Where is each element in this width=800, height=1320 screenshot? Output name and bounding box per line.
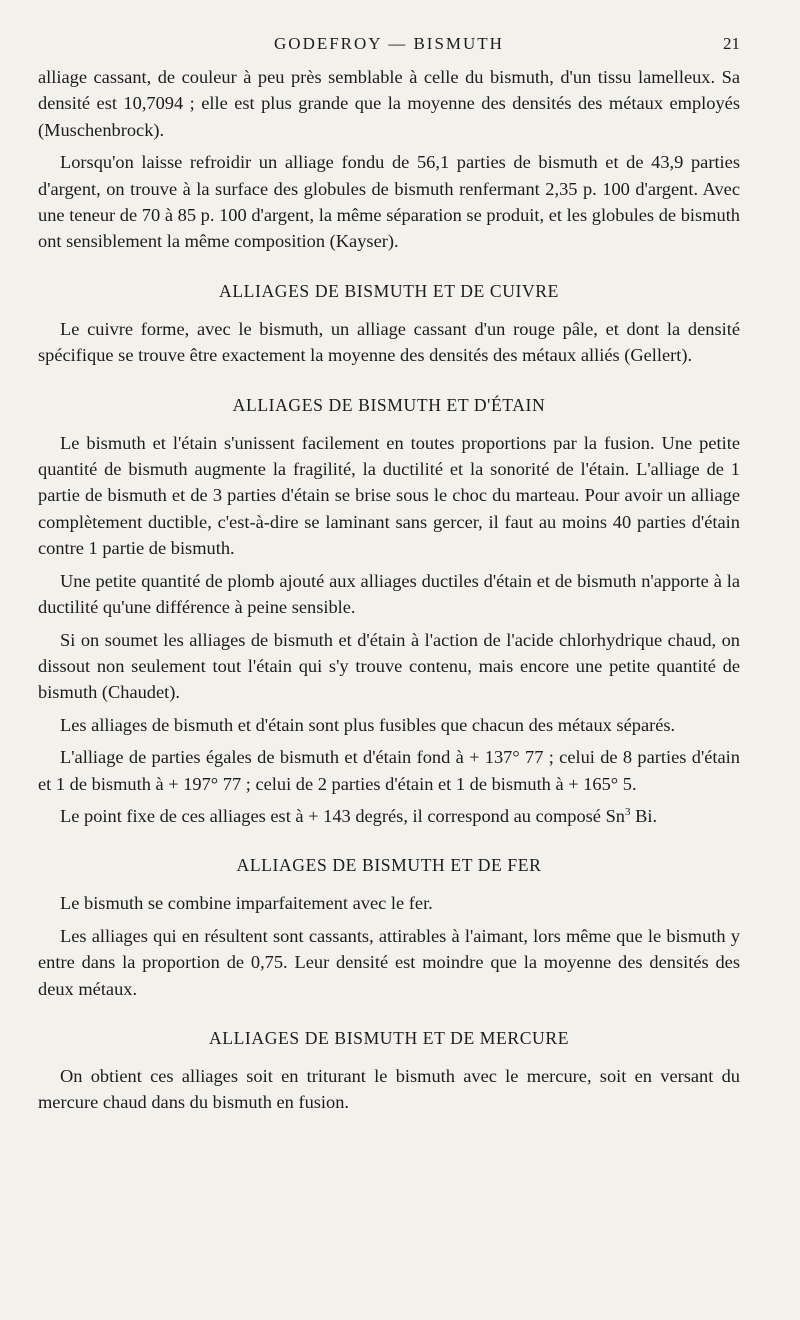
paragraph: L'alliage de parties égales de bismuth et d'étain fond à + 137° 77 ; celui de 8 parties d'étain et 1 de bismuth à + 197° 77 ; celui de 2 parties d'étain et 1 de bismuth à + 165° 5. xyxy=(38,747,740,794)
section-title-fer: ALLIAGES DE BISMUTH ET DE FER xyxy=(236,855,542,876)
paragraph: Le bismuth et l'étain s'unissent facilement en toutes proportions par la fusion. Une petite quantité de bismuth augmente la fragilité, la ductilité et la sonorité de l'étain. L'alliage de 1 partie de bismuth et de 3 parties d'étain se brise sous le choc du marteau. Pour avoir un alliage complètement ductible, c'est-à-dire se laminant sans gercer, il faut au moins 40 parties d'étain contre 1 partie de bismuth. xyxy=(38,432,740,559)
paragraph: On obtient ces alliages soit en triturant le bismuth avec le mercure, soit en versant du mercure chaud dans du bismuth en fusion. xyxy=(38,1065,740,1113)
formula-text: Le point fixe de ces alliages est à + 143 degrés, il correspond au composé Sn xyxy=(60,805,625,826)
body-text xyxy=(38,64,740,1116)
formula-text: Bi. xyxy=(630,805,658,826)
page-number: 21 xyxy=(723,34,740,53)
paragraph: alliage cassant, de couleur à peu près semblable à celle du bismuth, d'un tissu lamelleux. Sa densité est 10,7094 ; elle est plus grande que la moyenne des densités des métaux employés (Muschenbrock). xyxy=(38,67,740,140)
paragraph: Le cuivre forme, avec le bismuth, un alliage cassant d'un rouge pâle, et dont la densité spécifique se trouve être exactement la moyenne des densités des métaux alliés (Gellert). xyxy=(38,318,740,366)
section-title-etain: ALLIAGES DE BISMUTH ET D'ÉTAIN xyxy=(232,394,546,415)
paragraph: Les alliages de bismuth et d'étain sont plus fusibles que chacun des métaux séparés. xyxy=(60,714,676,735)
section-title-mercure: ALLIAGES DE BISMUTH ET DE MERCURE xyxy=(208,1027,570,1048)
running-title: GODEFROY — BISMUTH xyxy=(274,34,504,53)
paragraph xyxy=(38,803,740,829)
paragraph: Les alliages qui en résultent sont cassants, attirables à l'aimant, lors même que le bismuth y entre dans la proportion de 0,75. Leur densité est moindre que la moyenne des densités des deux métaux. xyxy=(38,925,740,999)
paragraph: Une petite quantité de plomb ajouté aux alliages ductiles d'étain et de bismuth n'apporte à la ductilité qu'une différence à peine sensible. xyxy=(38,570,740,618)
paragraph: Lorsqu'on laisse refroidir un alliage fondu de 56,1 parties de bismuth et de 43,9 parties d'argent, on trouve à la surface des globules de bismuth renfermant 2,35 p. 100 d'argent. Avec une teneur de 70 à 85 p. 100 d'argent, la même séparation se produit, et les globules de bismuth ont sensiblement la même composition (Kayser). xyxy=(38,152,740,252)
paragraph: Si on soumet les alliages de bismuth et d'étain à l'action de l'acide chlorhydrique chaud, on dissout non seulement tout l'étain qui s'y trouve contenu, mais encore une petite quantité de bismuth (Chaudet). xyxy=(38,629,740,703)
section-title-cuivre: ALLIAGES DE BISMUTH ET DE CUIVRE xyxy=(219,280,559,301)
running-header xyxy=(38,30,740,64)
formula-subscript: 3 xyxy=(625,805,631,818)
paragraph: Le bismuth se combine imparfaitement avec le fer. xyxy=(60,893,433,914)
